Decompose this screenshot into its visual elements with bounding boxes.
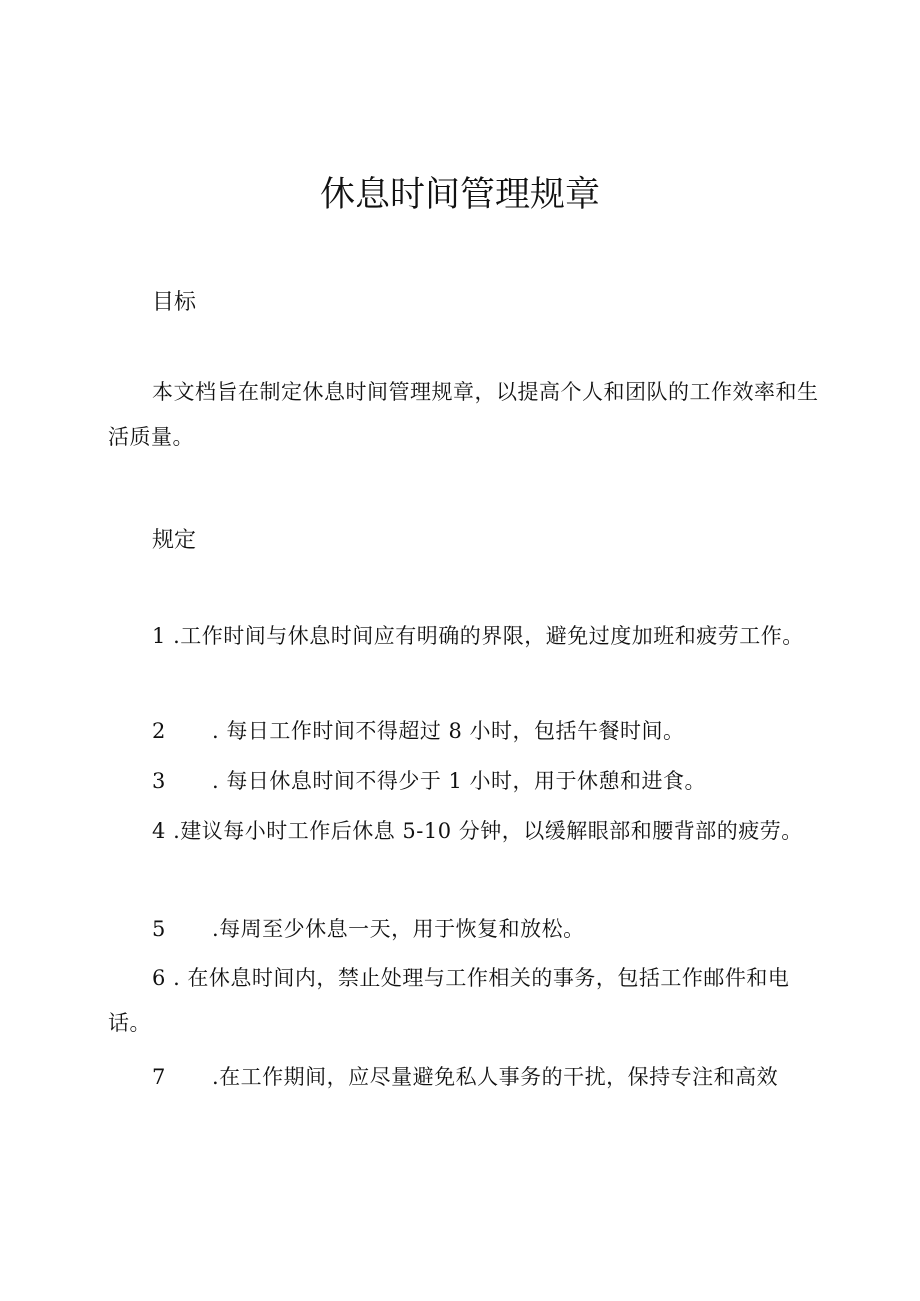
rule-number: 4 (152, 819, 166, 843)
rule-number: 2 (152, 719, 166, 743)
rule-number: 6 (152, 966, 166, 990)
rule-text: .建议每小时工作后休息 5-10 分钟，以缓解眼部和腰背部的疲劳。 (173, 819, 803, 843)
rule-number: 1 (152, 624, 166, 648)
rule-number: 7 (152, 1065, 166, 1089)
rule-text: .工作时间与休息时间应有明确的界限，避免过度加班和疲劳工作。 (173, 624, 804, 648)
page-title: 休息时间管理规章 (319, 175, 600, 215)
rule-number: 3 (152, 769, 166, 793)
goal-paragraph: 本文档旨在制定休息时间管理规章，以提高个人和团队的工作效率和生活质量。 (108, 380, 819, 449)
section-heading-goal: 目标 (152, 290, 197, 315)
rule-item-1 (108, 614, 820, 659)
rule-text: .每周至少休息一天，用于恢复和放松。 (212, 917, 585, 941)
section-heading-rules: 规定 (152, 528, 197, 553)
rule-text: . 在休息时间内，禁止处理与工作相关的事务，包括工作邮件和电话。 (108, 966, 790, 1035)
rule-item-6 (108, 956, 820, 1046)
rule-text: .在工作期间，应尽量避免私人事务的干扰，保持专注和高效 (212, 1065, 779, 1089)
rule-item-4 (108, 809, 820, 854)
rule-text: . 每日休息时间不得少于 1 小时，用于休憩和进食。 (212, 769, 707, 793)
rule-number: 5 (152, 917, 166, 941)
rule-text: . 每日工作时间不得超过 8 小时，包括午餐时间。 (212, 719, 685, 743)
